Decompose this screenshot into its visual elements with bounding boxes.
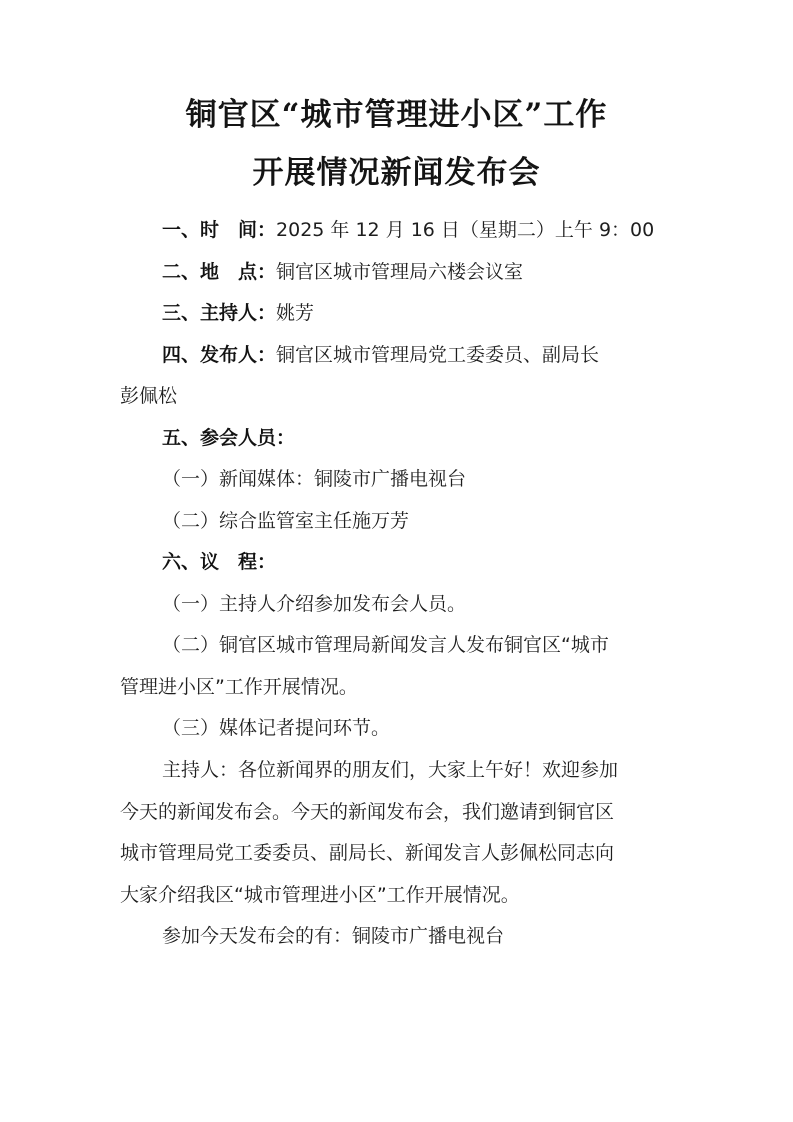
host-row [162,299,314,327]
publisher-value-line-2: 彭佩松 [120,385,178,407]
host-speech-line: 主持人：各位新闻界的朋友们，大家上午好！欢迎参加 [162,759,619,781]
location-label: 二、地 点： [162,261,277,283]
host-speech-line: 大家介绍我区“城市管理进小区”工作开展情况。 [120,884,520,906]
host-speech-line: 城市管理局党工委委员、副局长、新闻发言人彭佩松同志向 [120,842,615,864]
time-row [162,216,654,244]
time-value: 2025 年 12 月 16 日（星期二）上午 9：00 [276,219,655,241]
agenda-item-1: （一）主持人介绍参加发布会人员。 [162,593,467,615]
host-speech-line: 今天的新闻发布会。今天的新闻发布会，我们邀请到铜官区 [120,801,615,823]
attendee-item: （一）新闻媒体：铜陵市广播电视台 [162,468,467,490]
attendee-item: （二）综合监管室主任施万芳 [162,510,410,532]
location-row [162,258,523,286]
closing-line: 参加今天发布会的有：铜陵市广播电视台 [162,925,505,947]
document-title-line-1: 铜官区“城市管理进小区”工作 [185,97,608,133]
agenda-item-3: （三）媒体记者提问环节。 [162,717,391,739]
publisher-value-line-1: 铜官区城市管理局党工委委员、副局长 [276,344,600,366]
agenda-item-2-line-1: （二）铜官区城市管理局新闻发言人发布铜官区“城市 [162,634,609,656]
document-title-line-2: 开展情况新闻发布会 [252,155,541,191]
host-label: 三、主持人： [162,302,277,324]
location-value: 铜官区城市管理局六楼会议室 [276,261,524,283]
publisher-row [162,341,599,369]
agenda-item-2-line-2: 管理进小区”工作开展情况。 [120,676,358,698]
time-label: 一、时 间： [162,219,277,241]
agenda-label [162,548,276,576]
attendees-label [162,424,295,452]
host-value: 姚芳 [276,302,315,324]
agenda-label-text: 六、议 程： [162,551,277,573]
publisher-label: 四、发布人： [162,344,277,366]
attendees-label-text: 五、参会人员： [162,427,296,449]
